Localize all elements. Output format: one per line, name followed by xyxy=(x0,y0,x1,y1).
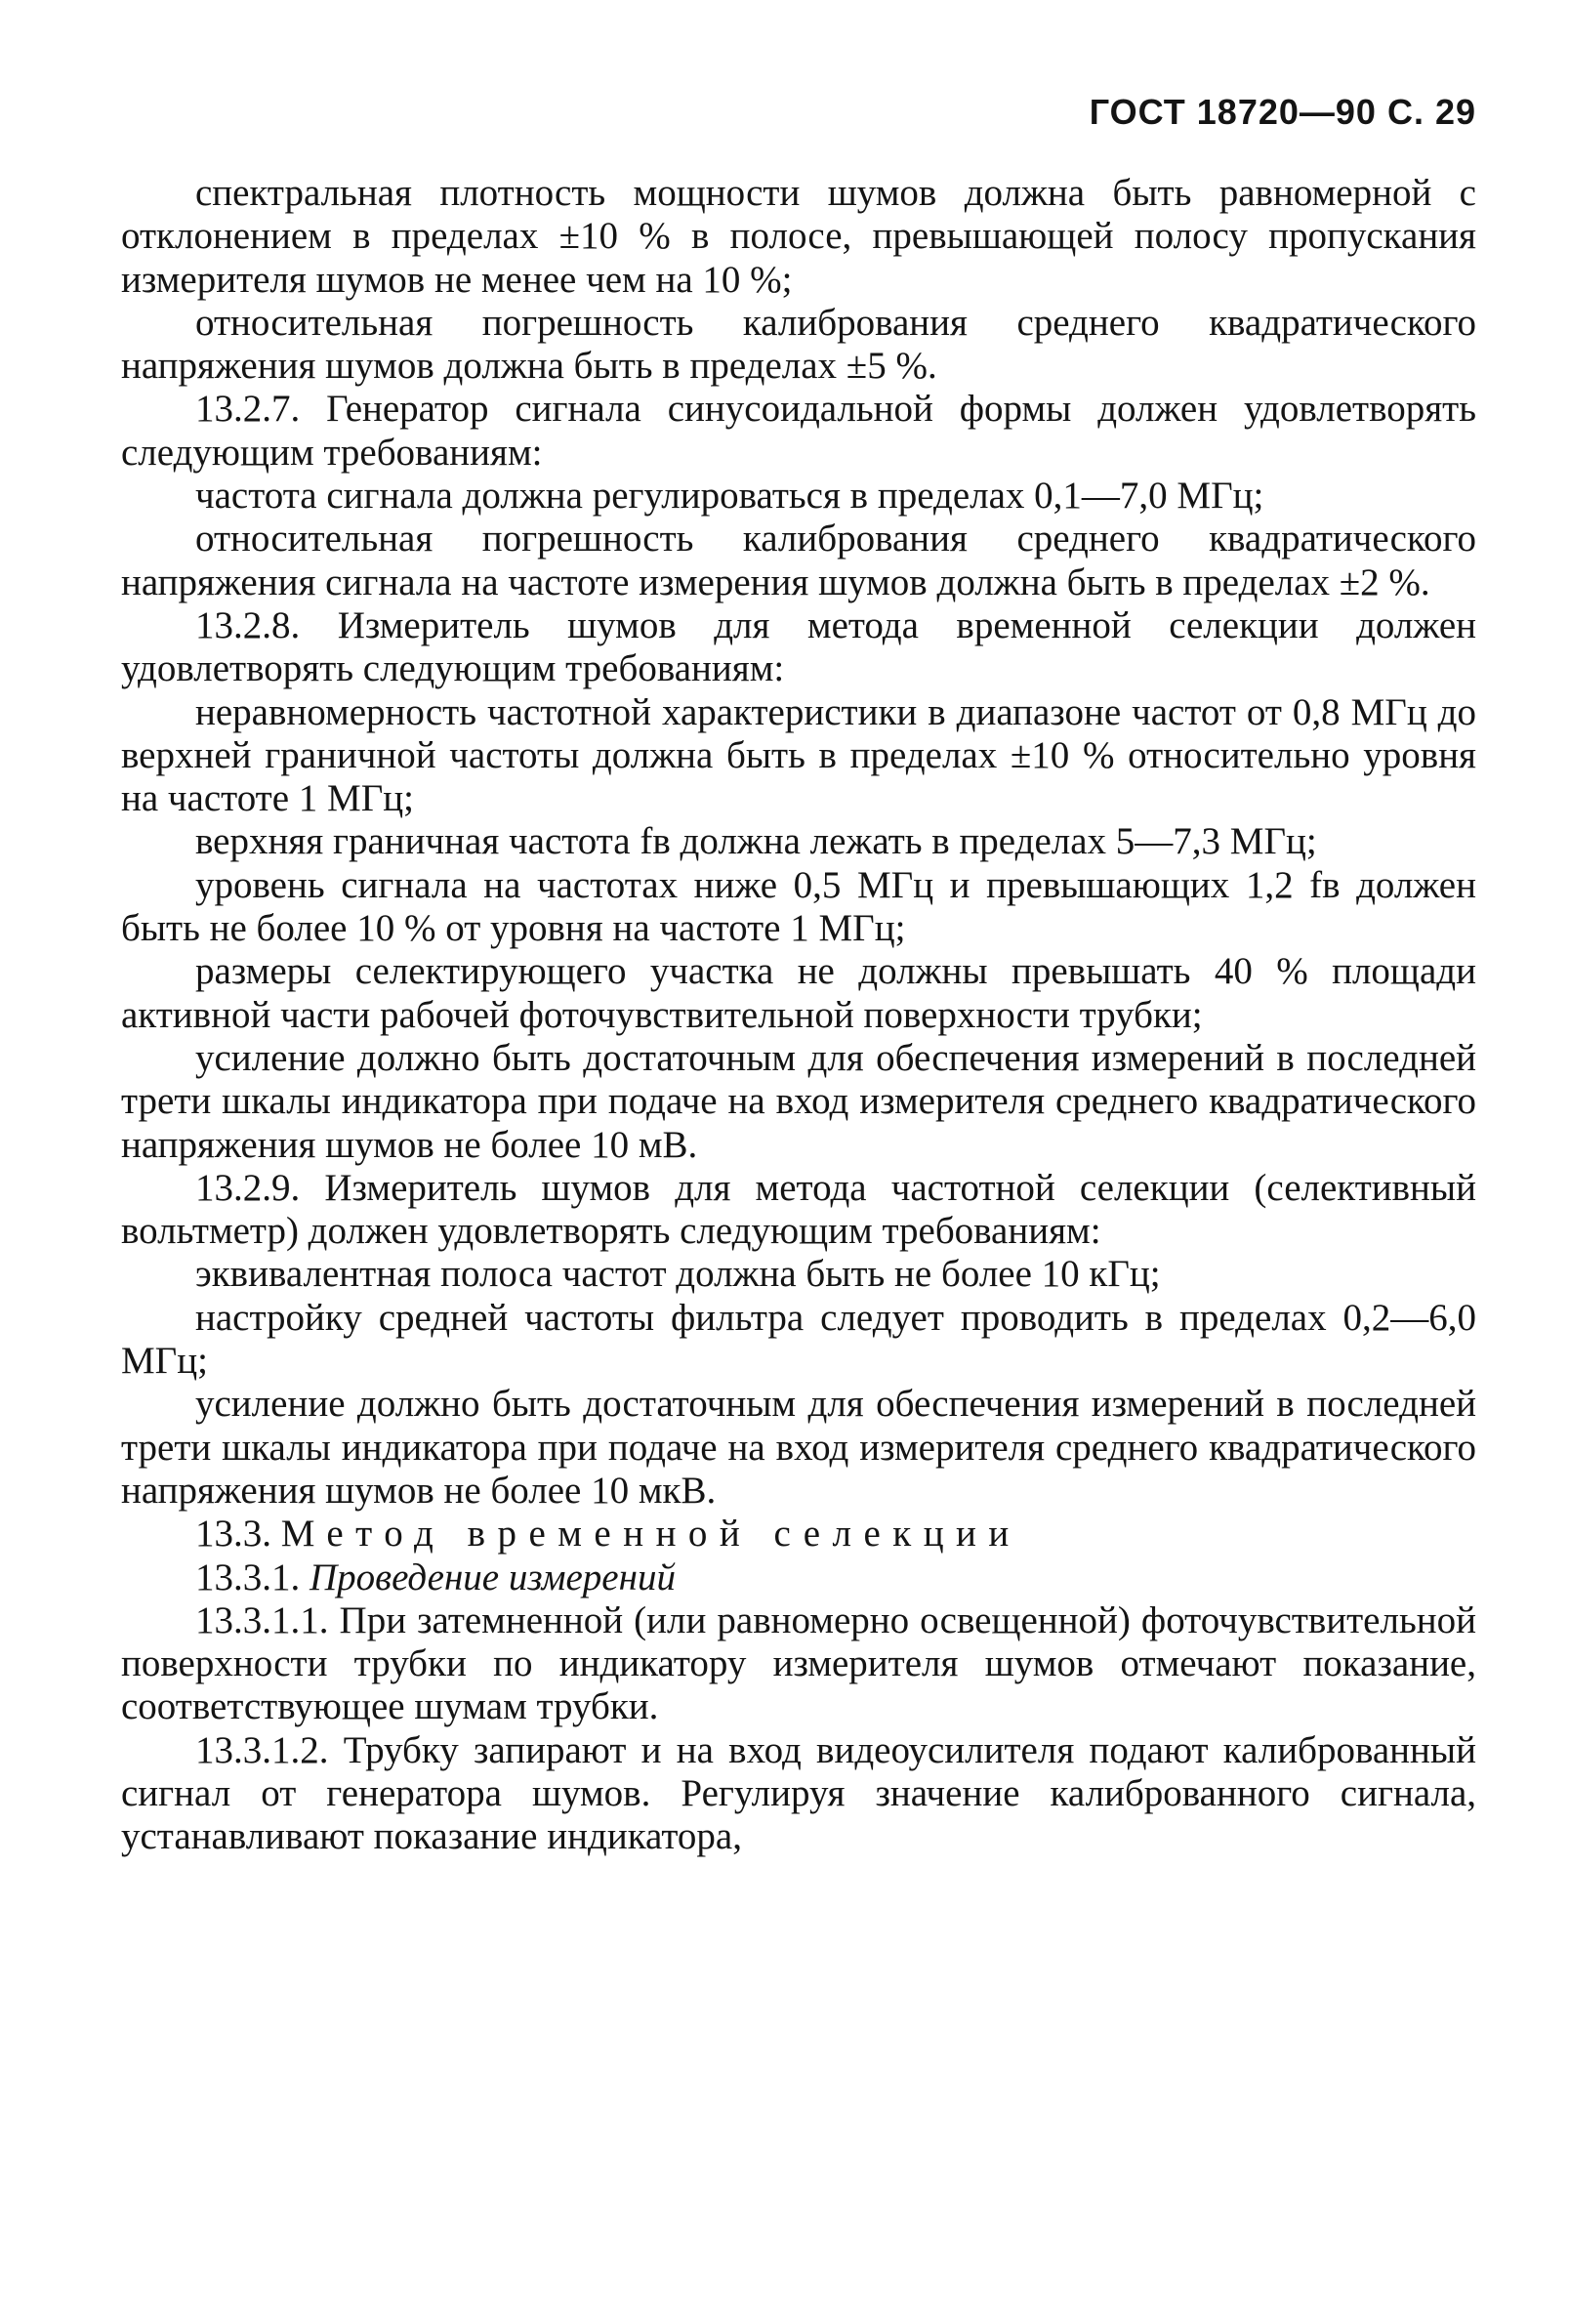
paragraph: относительная погрешность калибрования среднего квадратического напряжения шумов должна быть в пределах ±5 %. xyxy=(121,301,1476,388)
paragraph: 13.2.7. Генератор сигнала синусоидальной формы должен удовлетворять следующим требованиям: xyxy=(121,388,1476,474)
paragraph: эквивалентная полоса частот должна быть не более 10 кГц; xyxy=(195,1253,1161,1296)
page-number: С. 29 xyxy=(1386,92,1476,132)
paragraph: 13.2.8. Измеритель шумов для метода временной селекции должен удовлетворять следующим требованиям: xyxy=(121,603,1476,690)
paragraph: усиление должно быть достаточным для обеспечения измерений в последней трети шкалы индикатора при подаче на вход измерителя среднего квадратического напряжения шумов не более 10 мкВ. xyxy=(121,1383,1476,1512)
paragraph: 13.3.1.1. При затемненной (или равномерно освещенной) фоточувствительной поверхности трубки по индикатору измерителя шумов отмечают показание, соответствующее шумам трубки. xyxy=(121,1598,1476,1728)
standard-number: ГОСТ 18720—90 xyxy=(1089,92,1377,132)
paragraph: частота сигнала должна регулироваться в пределах 0,1—7,0 МГц; xyxy=(195,475,1264,518)
paragraph: настройку средней частоты фильтра следует проводить в пределах 0,2—6,0 МГц; xyxy=(121,1296,1476,1383)
section-heading-13-3 xyxy=(121,1513,1476,1556)
subsection-number: 13.3.1. xyxy=(195,1556,301,1598)
subsection-heading-13-3-1 xyxy=(121,1556,1476,1599)
paragraph: 13.3.1.2. Трубку запирают и на вход видеоусилителя подают калиброванный сигнал от генератора шумов. Регулируя значение калиброванного сигнала, устанавливают показание индикатора, xyxy=(121,1728,1476,1858)
document-body xyxy=(121,172,1476,1859)
paragraph: верхняя граничная частота fв должна лежать в пределах 5—7,3 МГц; xyxy=(195,820,1317,863)
page-header xyxy=(1074,91,1476,134)
section-title: Метод временной селекции xyxy=(280,1513,1021,1556)
paragraph: 13.2.9. Измеритель шумов для метода частотной селекции (селективный вольтметр) должен удовлетворять следующим требованиям: xyxy=(121,1166,1476,1253)
paragraph: неравномерность частотной характеристики в диапазоне частот от 0,8 МГц до верхней граничной частоты должна быть в пределах ±10 % относительно уровня на частоте 1 МГц; xyxy=(121,690,1476,820)
paragraph: размеры селектирующего участка не должны превышать 40 % площади активной части рабочей фоточувствительной поверхности трубки; xyxy=(121,950,1476,1036)
paragraph: спектральная плотность мощности шумов должна быть равномерной с отклонением в пределах ±10 % в полосе, превышающей полосу пропускания измерителя шумов не менее чем на 10 %; xyxy=(121,172,1476,301)
section-number: 13.3. xyxy=(195,1513,271,1556)
paragraph: относительная погрешность калибрования среднего квадратического напряжения сигнала на частоте измерения шумов должна быть в пределах ±2 %. xyxy=(121,518,1476,603)
paragraph: уровень сигнала на частотах ниже 0,5 МГц и превышающих 1,2 fв должен быть не более 10 % от уровня на частоте 1 МГц; xyxy=(121,863,1476,950)
subsection-title: Проведение измерений xyxy=(310,1556,676,1598)
paragraph: усиление должно быть достаточным для обеспечения измерений в последней трети шкалы индикатора при подаче на вход измерителя среднего квадратического напряжения шумов не более 10 мВ. xyxy=(121,1036,1476,1166)
